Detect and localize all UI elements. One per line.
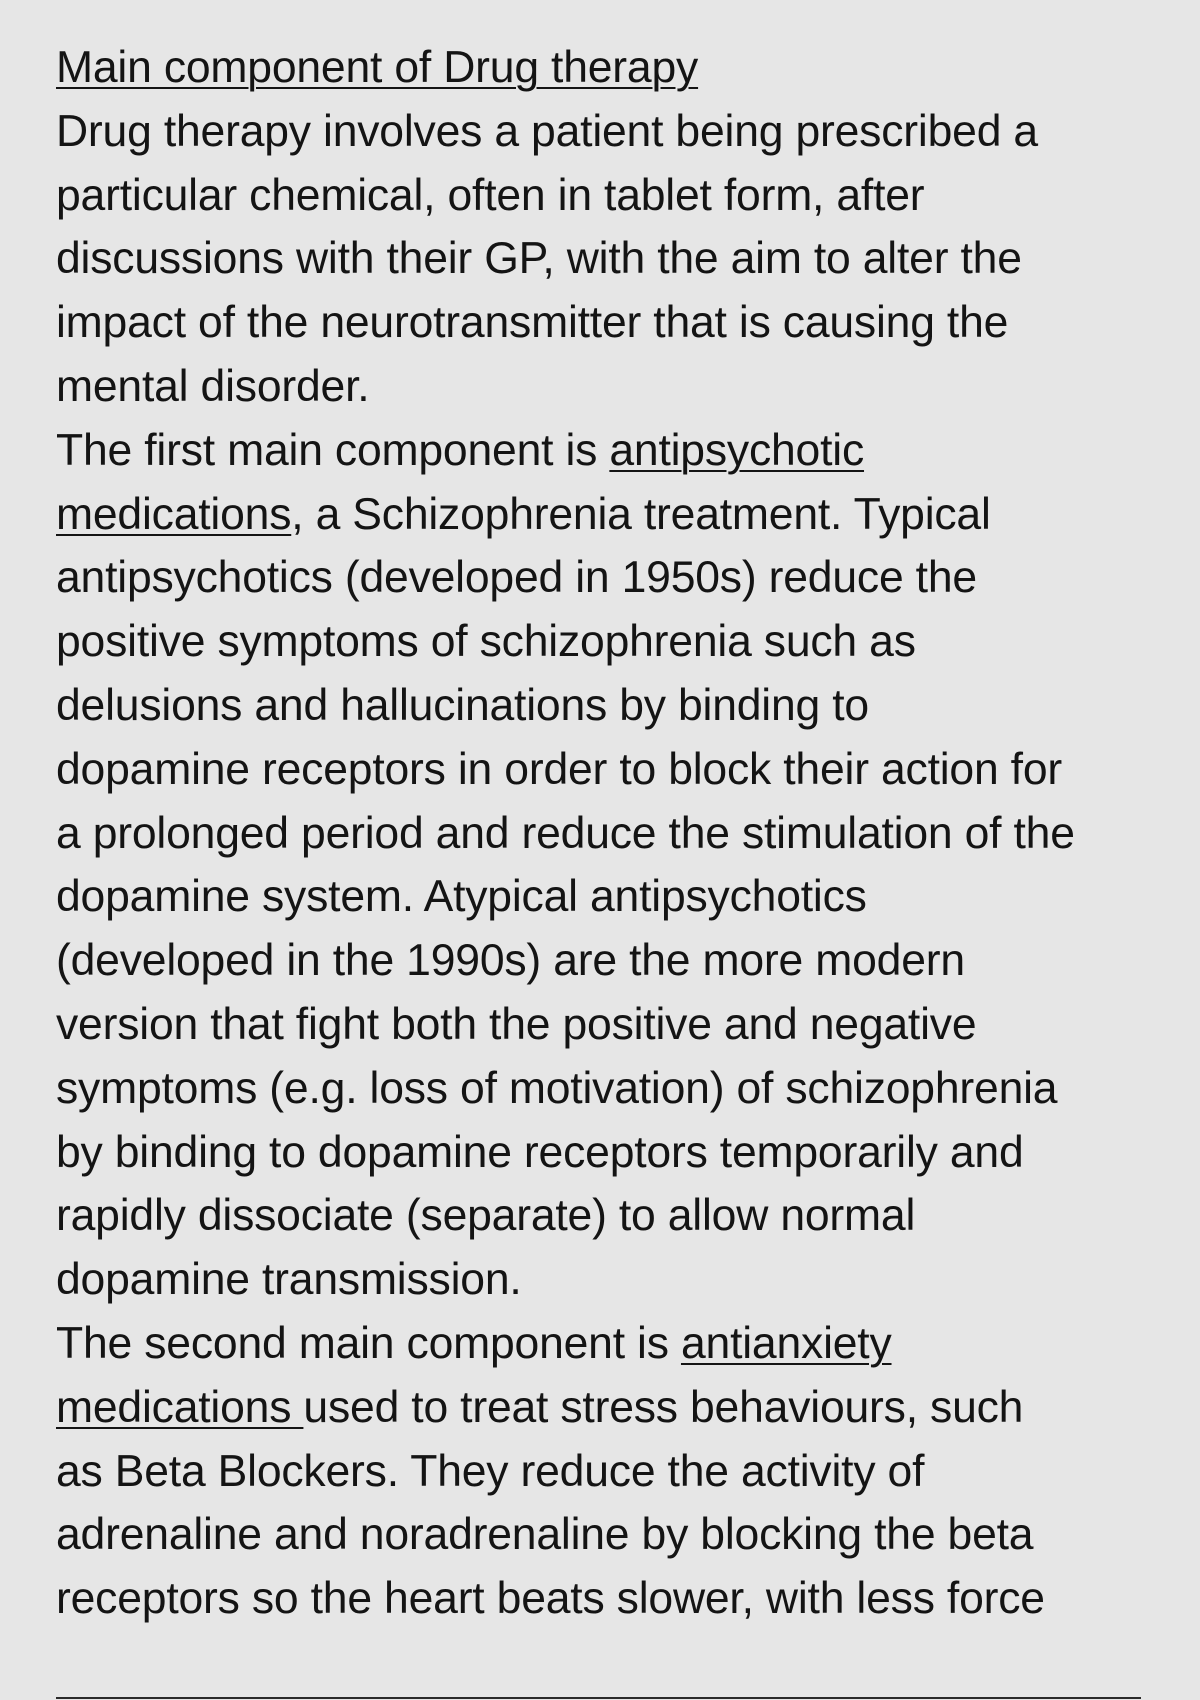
paragraph-text: The first main component is xyxy=(56,425,610,475)
bottom-divider xyxy=(56,1697,1141,1699)
paragraph-line: dopamine transmission. xyxy=(56,1255,522,1305)
intro-paragraph xyxy=(56,100,1166,419)
medications-term: medications xyxy=(56,489,292,539)
paragraph-line xyxy=(56,1312,1166,1376)
section-heading: Main component of Drug therapy xyxy=(56,43,699,92)
paragraph-line: particular chemical, often in tablet form, after xyxy=(56,170,925,220)
antianxiety-term: antianxiety xyxy=(680,1318,892,1368)
paragraph-line: Drug therapy involves a patient being prescribed a xyxy=(56,106,1038,156)
paragraph-line: (developed in the 1990s) are the more modern xyxy=(56,936,965,986)
paragraph-line: mental disorder. xyxy=(56,361,370,411)
paragraph-line: symptoms (e.g. loss of motivation) of schizophrenia xyxy=(56,1063,1058,1113)
document-body xyxy=(56,36,1166,1631)
paragraph-line: rapidly dissociate (separate) to allow normal xyxy=(56,1191,916,1241)
paragraph-line: antipsychotics (developed in 1950s) reduce the xyxy=(56,553,977,603)
paragraph-line: delusions and hallucinations by binding to xyxy=(56,680,869,730)
paragraph-text: The second main component is xyxy=(56,1318,681,1368)
paragraph-line: dopamine system. Atypical antipsychotics xyxy=(56,872,867,922)
paragraph-line: adrenaline and noradrenaline by blocking the beta xyxy=(56,1510,1034,1560)
paragraph-text: , a Schizophrenia treatment. Typical xyxy=(291,489,991,539)
antipsychotic-paragraph xyxy=(56,419,1166,1312)
paragraph-line xyxy=(56,483,1166,547)
paragraph-line: by binding to dopamine receptors temporarily and xyxy=(56,1127,1024,1177)
paragraph-line: impact of the neurotransmitter that is causing the xyxy=(56,298,1009,348)
paragraph-line: receptors so the heart beats slower, with less force xyxy=(56,1574,1045,1624)
paragraph-line: dopamine receptors in order to block their action for xyxy=(56,744,1063,794)
antianxiety-paragraph xyxy=(56,1312,1166,1631)
paragraph-line xyxy=(56,1376,1166,1440)
antipsychotic-term: antipsychotic xyxy=(609,425,865,475)
paragraph-line: as Beta Blockers. They reduce the activity of xyxy=(56,1446,925,1496)
paragraph-line: a prolonged period and reduce the stimulation of the xyxy=(56,808,1075,858)
paragraph-line: version that fight both the positive and negative xyxy=(56,999,977,1049)
paragraph-text: used to treat stress behaviours, such xyxy=(303,1382,1024,1432)
paragraph-line: positive symptoms of schizophrenia such as xyxy=(56,617,916,667)
paragraph-line: discussions with their GP, with the aim to alter the xyxy=(56,234,1022,284)
medications-term: medications xyxy=(56,1382,304,1432)
paragraph-line xyxy=(56,419,1166,483)
